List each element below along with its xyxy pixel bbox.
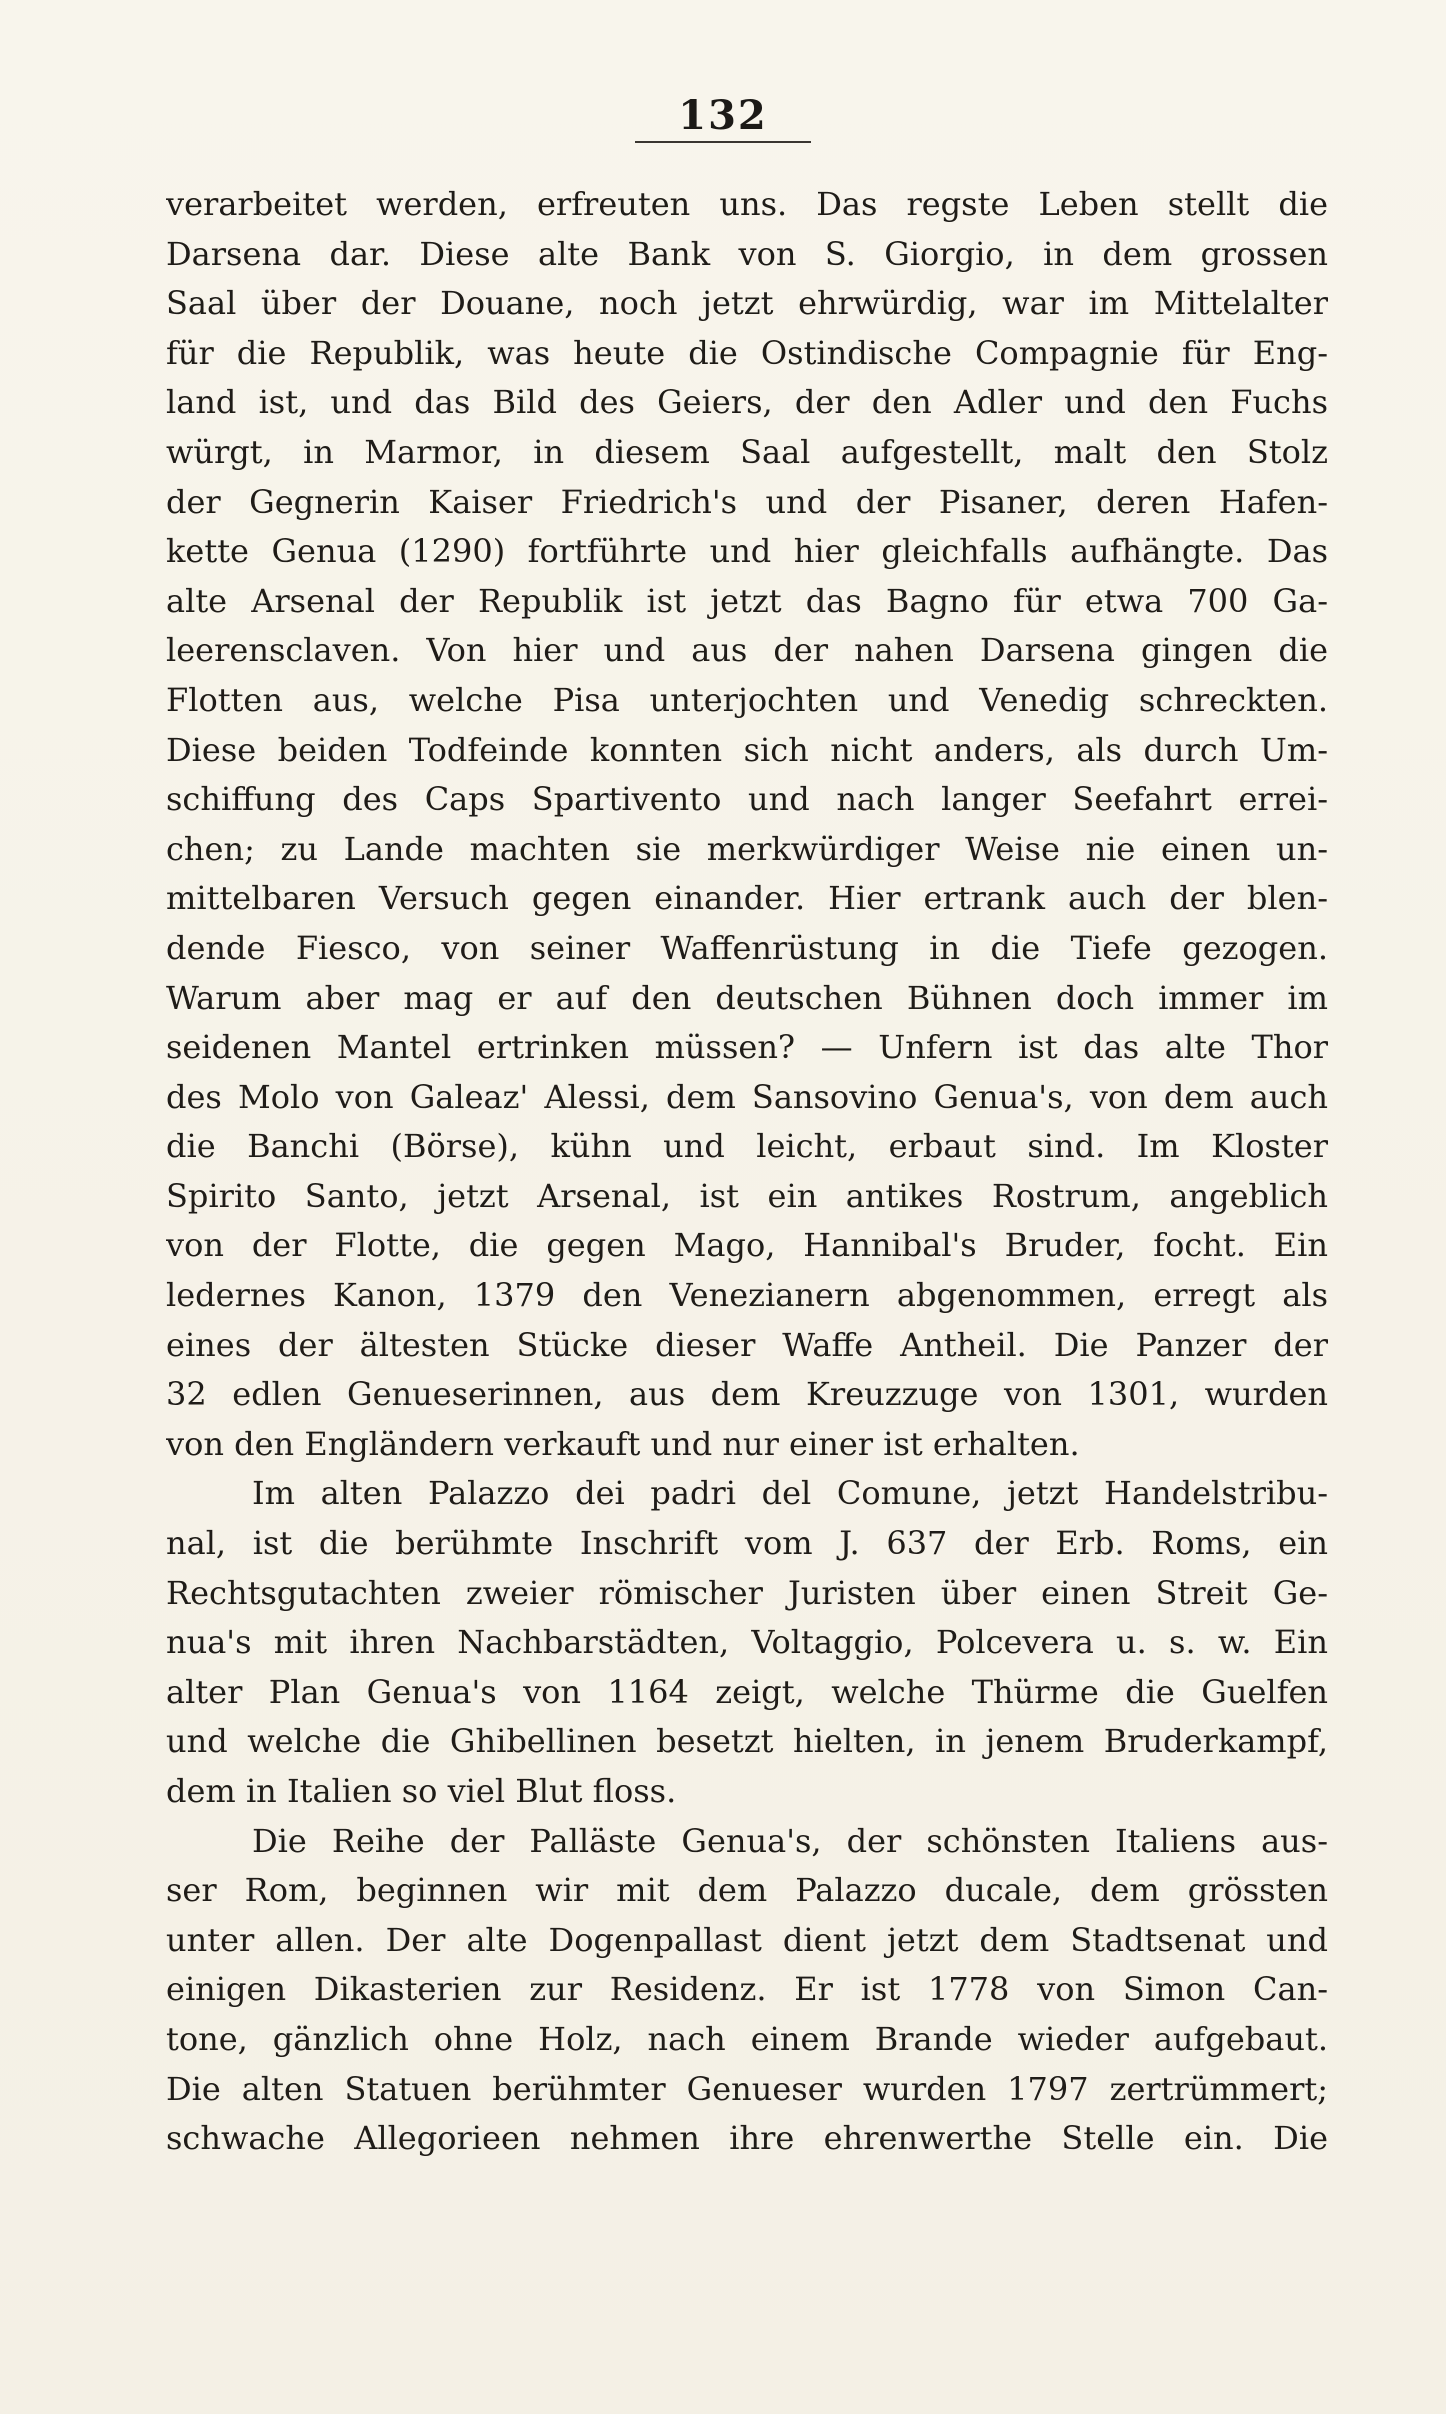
body-text — [166, 180, 1328, 2164]
text-line: verarbeitet werden, erfreuten uns. Das regste Leben stellt die — [166, 185, 1328, 223]
text-line: nua's mit ihren Nachbarstädten, Voltaggio, Polcevera u. s. w. Ein — [166, 1623, 1328, 1662]
text-line: Flotten aus, welche Pisa unterjochten und Venedig schreckten. — [166, 680, 1328, 719]
text-line: eines der ältesten Stücke dieser Waffe Antheil. Die Panzer der — [166, 1325, 1328, 1364]
text-line: dem in Italien so viel Blut floss. — [166, 1772, 677, 1810]
text-line: nal, ist die berühmte Inschrift vom J. 637 der Erb. Roms, ein — [166, 1524, 1328, 1563]
text-line: kette Genua (1290) fortführte und hier gleichfalls aufhängte. Das — [166, 532, 1328, 571]
text-line: dende Fiesco, von seiner Waffenrüstung in die Tiefe gezogen. — [166, 928, 1328, 967]
page-number: 132 — [635, 92, 811, 143]
text-line: Die Reihe der Palläste Genua's, der schönsten Italiens aus- — [252, 1821, 1328, 1860]
text-line: Die alten Statuen berühmter Genueser wurden 1797 zertrümmert; — [166, 2069, 1328, 2108]
text-line: ledernes Kanon, 1379 den Venezianern abgenommen, erregt als — [166, 1276, 1328, 1315]
text-line: für die Republik, was heute die Ostindische Compagnie für Eng- — [166, 333, 1328, 372]
text-line: alter Plan Genua's von 1164 zeigt, welche Thürme die Guelfen — [166, 1672, 1328, 1711]
text-line: 32 edlen Genueserinnen, aus dem Kreuzzuge von 1301, wurden — [166, 1375, 1328, 1414]
text-line: unter allen. Der alte Dogenpallast dient jetzt dem Stadtsenat und — [166, 1920, 1328, 1959]
text-line: und welche die Ghibellinen besetzt hielten, in jenem Bruderkampf, — [166, 1722, 1328, 1761]
text-line: alte Arsenal der Republik ist jetzt das Bagno für etwa 700 Ga- — [166, 581, 1328, 620]
text-line: tone, gänzlich ohne Holz, nach einem Brande wieder aufgebaut. — [166, 2019, 1328, 2058]
text-line: mittelbaren Versuch gegen einander. Hier ertrank auch der blen- — [166, 879, 1328, 918]
page-header — [0, 92, 1446, 143]
text-line: Saal über der Douane, noch jetzt ehrwürdig, war im Mittelalter — [166, 284, 1328, 323]
text-line: des Molo von Galeaz' Alessi, dem Sansovino Genua's, von dem auch — [166, 1077, 1328, 1116]
text-line: einigen Dikasterien zur Residenz. Er ist 1778 von Simon Can- — [166, 1970, 1328, 2009]
text-line: schiffung des Caps Spartivento und nach langer Seefahrt errei- — [166, 780, 1328, 819]
text-line: schwache Allegorieen nehmen ihre ehrenwerthe Stelle ein. Die — [166, 2119, 1328, 2158]
text-line: Warum aber mag er auf den deutschen Bühnen doch immer im — [166, 978, 1328, 1017]
text-line: leerensclaven. Von hier und aus der nahen Darsena gingen die — [166, 631, 1328, 670]
text-line: land ist, und das Bild des Geiers, der den Adler und den Fuchs — [166, 383, 1328, 422]
text-line: ser Rom, beginnen wir mit dem Palazzo ducale, dem grössten — [166, 1871, 1328, 1910]
text-line: Darsena dar. Diese alte Bank von S. Giorgio, in dem grossen — [166, 234, 1328, 273]
text-line: seidenen Mantel ertrinken müssen? — Unfern ist das alte Thor — [166, 1028, 1328, 1067]
text-line: von den Engländern verkauft und nur einer ist erhalten. — [166, 1424, 1080, 1463]
text-line: würgt, in Marmor, in diesem Saal aufgestellt, malt den Stolz — [166, 432, 1328, 471]
text-line: die Banchi (Börse), kühn und leicht, erbaut sind. Im Kloster — [166, 1127, 1328, 1166]
text-line: Im alten Palazzo dei padri del Comune, jetzt Handelstribu- — [252, 1474, 1328, 1513]
text-line: chen; zu Lande machten sie merkwürdiger Weise nie einen un- — [166, 829, 1328, 868]
text-line: Diese beiden Todfeinde konnten sich nicht anders, als durch Um- — [166, 730, 1328, 769]
text-line: Spirito Santo, jetzt Arsenal, ist ein antikes Rostrum, angeblich — [166, 1176, 1328, 1215]
text-line: der Gegnerin Kaiser Friedrich's und der Pisaner, deren Hafen- — [166, 482, 1328, 521]
text-line: Rechtsgutachten zweier römischer Juristen über einen Streit Ge- — [166, 1573, 1328, 1612]
text-line: von der Flotte, die gegen Mago, Hannibal's Bruder, focht. Ein — [166, 1226, 1328, 1265]
